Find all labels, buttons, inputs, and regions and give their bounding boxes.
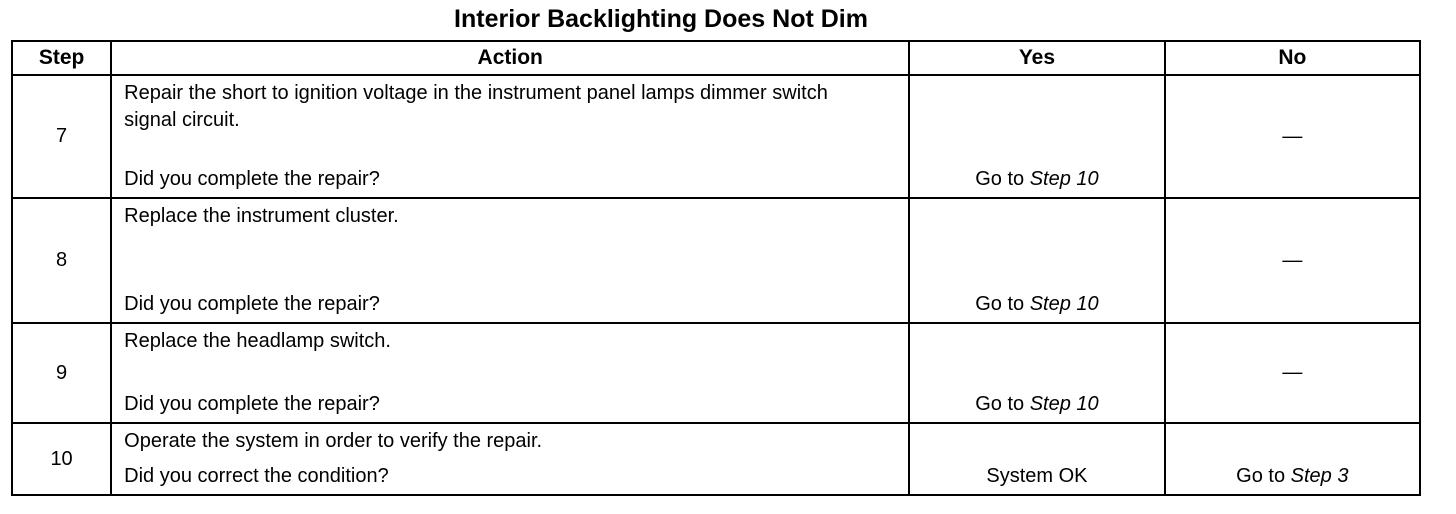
yes-prefix: Go to <box>975 168 1030 190</box>
action-instruction: Replace the instrument cluster. <box>124 205 399 227</box>
yes-cell <box>909 323 1164 423</box>
no-cell <box>1165 75 1420 198</box>
table-row <box>12 198 1420 323</box>
action-cell <box>111 323 909 423</box>
no-cell <box>1165 423 1420 495</box>
yes-result <box>910 391 1163 418</box>
no-dash: — <box>1282 249 1303 271</box>
step-number: 8 <box>12 198 111 323</box>
no-result <box>1166 463 1419 490</box>
step-reference: Step 10 <box>1029 293 1099 315</box>
no-cell <box>1165 198 1420 323</box>
step-reference: Step 10 <box>1029 393 1099 415</box>
action-instruction: Repair the short to ignition voltage in the instrument panel lamps dimmer switch signal circuit. <box>124 82 828 131</box>
step-number: 10 <box>12 423 111 495</box>
yes-cell <box>909 75 1164 198</box>
header-no: No <box>1165 41 1420 75</box>
table-row <box>12 75 1420 198</box>
yes-prefix: Go to <box>975 393 1030 415</box>
no-cell <box>1165 323 1420 423</box>
step-number: 9 <box>12 323 111 423</box>
action-instruction: Replace the headlamp switch. <box>124 330 391 352</box>
no-result <box>1166 362 1419 385</box>
yes-result <box>910 291 1163 318</box>
step-number: 7 <box>12 75 111 198</box>
action-question: Did you complete the repair? <box>124 293 380 315</box>
action-question: Did you complete the repair? <box>124 393 380 415</box>
action-cell <box>111 423 909 495</box>
no-prefix: Go to <box>1236 465 1291 487</box>
yes-cell <box>909 423 1164 495</box>
step-reference: Step 3 <box>1290 465 1349 487</box>
header-action: Action <box>111 41 909 75</box>
no-result <box>1166 125 1419 148</box>
action-question: Did you correct the condition? <box>124 465 389 487</box>
action-instruction: Operate the system in order to verify the repair. <box>124 430 543 452</box>
no-dash: — <box>1282 361 1303 384</box>
no-dash: — <box>1282 125 1303 147</box>
no-result <box>1166 249 1419 272</box>
diagnostic-table <box>11 40 1421 496</box>
yes-cell <box>909 198 1164 323</box>
yes-result <box>910 166 1163 193</box>
header-yes: Yes <box>909 41 1164 75</box>
table-row <box>12 423 1420 495</box>
step-reference: Step 10 <box>1029 168 1099 190</box>
action-cell <box>111 75 909 198</box>
action-cell <box>111 198 909 323</box>
header-step: Step <box>12 41 111 75</box>
table-header-row <box>12 41 1420 75</box>
action-question: Did you complete the repair? <box>124 168 380 190</box>
yes-prefix: Go to <box>975 293 1030 315</box>
page-title: Interior Backlighting Does Not Dim <box>454 5 868 33</box>
yes-result: System OK <box>986 465 1088 487</box>
table-row <box>12 323 1420 423</box>
